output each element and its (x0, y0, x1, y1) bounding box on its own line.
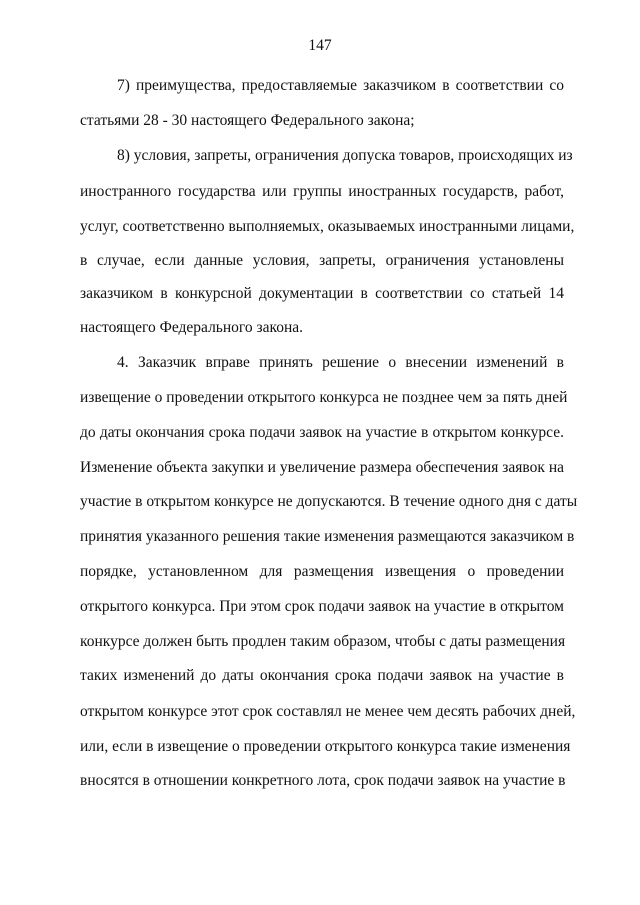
text-line: настоящего Федерального закона. (80, 319, 304, 336)
text-line: таких изменений до даты окончания срока подачи заявок на участие в (80, 667, 564, 684)
text-line: 7) преимущества, предоставляемые заказчиком в соответствии со (117, 77, 564, 94)
text-line: заказчиком в конкурсной документации в соответствии со статьей 14 (80, 285, 564, 302)
text-line: иностранного государства или группы иностранных государств, работ, (80, 183, 564, 200)
text-line: вносятся в отношении конкретного лота, срок подачи заявок на участие в (80, 772, 566, 789)
text-line: участие в открытом конкурсе не допускаются. В течение одного дня с даты (80, 493, 578, 510)
text-line: статьями 28 - 30 настоящего Федерального закона; (80, 112, 415, 129)
text-line: принятия указанного решения такие изменения размещаются заказчиком в (80, 528, 575, 545)
text-line: открытого конкурса. При этом срок подачи заявок на участие в открытом (80, 598, 564, 615)
text-line: Изменение объекта закупки и увеличение размера обеспечения заявок на (80, 459, 564, 476)
text-line: конкурсе должен быть продлен таким образом, чтобы с даты размещения (80, 633, 566, 650)
text-line: открытом конкурсе этот срок составлял не менее чем десять рабочих дней, (80, 703, 576, 720)
text-line: или, если в извещение о проведении открытого конкурса такие изменения (80, 738, 571, 755)
text-line: порядке, установленном для размещения извещения о проведении (80, 563, 564, 580)
text-line: в случае, если данные условия, запреты, ограничения установлены (80, 252, 564, 269)
text-line: извещение о проведении открытого конкурса не позднее чем за пять дней (80, 389, 568, 406)
page-number: 147 (308, 37, 332, 54)
text-line: 8) условия, запреты, ограничения допуска товаров, происходящих из (117, 147, 573, 164)
text-line: до даты окончания срока подачи заявок на участие в открытом конкурсе. (80, 424, 564, 441)
text-line: услуг, соответственно выполняемых, оказываемых иностранными лицами, (80, 218, 575, 235)
text-line: 4. Заказчик вправе принять решение о внесении изменений в (117, 354, 564, 371)
